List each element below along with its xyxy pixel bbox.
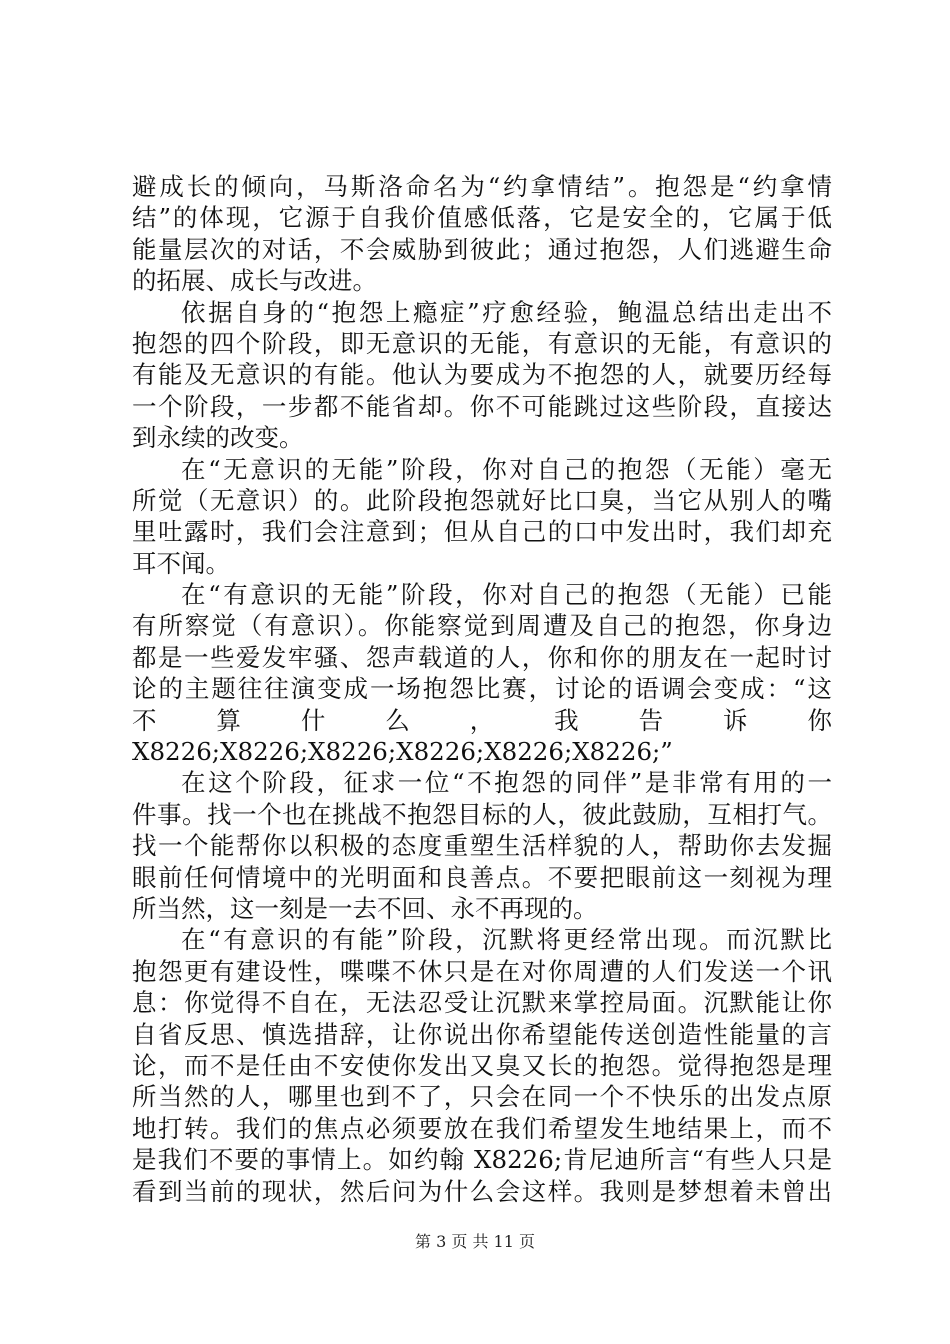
text-line: X8226;X8226;X8226;X8226;X8226;X8226;” — [132, 737, 673, 767]
text-line: 在这个阶段，征求一位“不抱怨的同伴”是非常有用的一 — [181, 768, 832, 798]
text-line: 地打转。我们的焦点必须要放在我们希望发生地结果上，而不 — [132, 1113, 832, 1143]
text-line: 在“有意识的有能”阶段，沉默将更经常出现。而沉默比 — [181, 925, 832, 955]
text-line: 一个阶段，一步都不能省却。你不可能跳过这些阶段，直接达 — [132, 391, 832, 421]
text-line: 所当然的人，哪里也到不了，只会在同一个不快乐的出发点原 — [132, 1082, 832, 1112]
text-line: 能量层次的对话，不会威胁到彼此；通过抱怨，人们逃避生命 — [132, 234, 832, 264]
text-line: 耳不闻。 — [132, 548, 230, 578]
text-line: 不 算 什 么 ， 我 告 诉 你 — [132, 705, 832, 735]
text-line: 找一个能帮你以积极的态度重塑生活样貌的人，帮助你去发掘 — [132, 831, 832, 861]
text-line: 里吐露时，我们会注意到；但从自己的口中发出时，我们却充 — [132, 517, 832, 547]
text-line: 所觉（无意识）的。此阶段抱怨就好比口臭，当它从别人的嘴 — [132, 485, 832, 515]
text-line: 都是一些爱发牢骚、怨声载道的人，你和你的朋友在一起时讨 — [132, 642, 832, 672]
text-line: 抱怨更有建设性，喋喋不休只是在对你周遭的人们发送一个讯 — [132, 956, 832, 986]
text-line: 有所察觉（有意识）。你能察觉到周遭及自己的抱怨，你身边 — [132, 611, 832, 641]
text-line: 自省反思、慎选措辞，让你说出你希望能传送创造性能量的言 — [132, 1019, 832, 1049]
text-line: 在“无意识的无能”阶段，你对自己的抱怨（无能）毫无 — [181, 454, 832, 484]
text-line: 眼前任何情境中的光明面和良善点。不要把眼前这一刻视为理 — [132, 862, 832, 892]
text-line: 论的主题往往演变成一场抱怨比赛，讨论的语调会变成：“这 — [132, 674, 832, 704]
text-line: 息：你觉得不自在，无法忍受让沉默来掌控局面。沉默能让你 — [132, 988, 832, 1018]
text-line: 依据自身的“抱怨上瘾症”疗愈经验，鲍温总结出走出不 — [181, 297, 832, 327]
text-line: 避成长的倾向，马斯洛命名为“约拿情结”。抱怨是“约拿情 — [132, 172, 832, 201]
text-line: 是我们不要的事情上。如约翰 X8226;肯尼迪所言“有些人只是 — [132, 1145, 832, 1175]
text-line: 抱怨的四个阶段，即无意识的无能，有意识的无能，有意识的 — [132, 328, 832, 358]
text-line: 在“有意识的无能”阶段，你对自己的抱怨（无能）已能 — [181, 580, 832, 610]
text-line: 看到当前的现状，然后问为什么会这样。我则是梦想着未曾出 — [132, 1176, 832, 1206]
text-line: 论，而不是任由不安使你发出又臭又长的抱怨。觉得抱怨是理 — [132, 1050, 832, 1080]
page-footer: 第 3 页 共 11 页 — [415, 1232, 535, 1251]
text-line: 件事。找一个也在挑战不抱怨目标的人，彼此鼓励，互相打气。 — [132, 799, 832, 829]
text-line: 所当然，这一刻是一去不回、永不再现的。 — [132, 893, 598, 923]
text-line: 有能及无意识的有能。他认为要成为不抱怨的人，就要历经每 — [132, 360, 832, 390]
text-line: 到永续的改变。 — [132, 423, 304, 453]
body-text — [132, 171, 832, 1207]
text-line: 的拓展、成长与改进。 — [132, 266, 377, 296]
text-line: 结”的体现，它源于自我价值感低落，它是安全的，它属于低 — [132, 203, 832, 233]
